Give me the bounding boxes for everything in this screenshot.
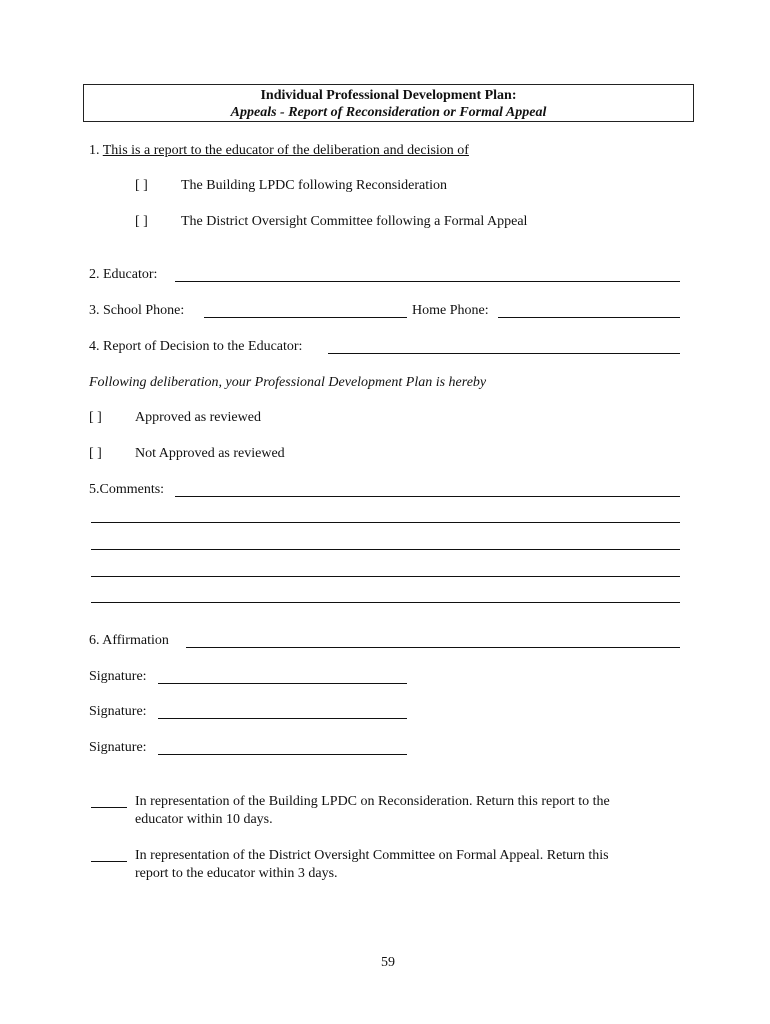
signature-label-3: Signature: <box>89 740 147 755</box>
representation-building-line1: In representation of the Building LPDC on Reconsideration. Return this report to the <box>135 794 610 809</box>
not-approved-label: Not Approved as reviewed <box>135 446 285 461</box>
signature-label-1: Signature: <box>89 669 147 684</box>
comments-field-line-2[interactable] <box>91 522 680 523</box>
signature-label-2: Signature: <box>89 704 147 719</box>
representation-district-line1: In representation of the District Oversight Committee on Formal Appeal. Return this <box>135 848 609 863</box>
item1-heading <box>89 143 469 159</box>
educator-field[interactable] <box>175 281 680 282</box>
comments-label: 5.Comments: <box>89 482 165 497</box>
affirmation-label: 6. Affirmation <box>89 633 169 648</box>
title-box <box>83 84 694 122</box>
item1-option-building-checkbox[interactable]: [ ] <box>135 178 148 193</box>
affirmation-field[interactable] <box>186 647 680 648</box>
report-decision-label: 4. Report of Decision to the Educator: <box>89 339 303 354</box>
item1-option-building-label: The Building LPDC following Reconsideration <box>181 178 447 193</box>
comments-field-line-1[interactable] <box>175 496 680 497</box>
item1-option-district-label: The District Oversight Committee following a Formal Appeal <box>181 214 528 229</box>
item1-option-district-checkbox[interactable]: [ ] <box>135 214 148 229</box>
representation-building-line2: educator within 10 days. <box>135 812 273 827</box>
home-phone-label: Home Phone: <box>412 303 489 318</box>
approved-label: Approved as reviewed <box>135 410 261 425</box>
item1-text: This is a report to the educator of the deliberation and decision of <box>102 143 469 158</box>
report-decision-field[interactable] <box>328 353 680 354</box>
item1-number: 1. <box>89 143 100 158</box>
comments-field-line-5[interactable] <box>91 602 680 603</box>
comments-field-line-3[interactable] <box>91 549 680 550</box>
not-approved-checkbox[interactable]: [ ] <box>89 446 102 461</box>
representation-district-line2: report to the educator within 3 days. <box>135 866 338 881</box>
representation-building-blank[interactable] <box>91 807 127 808</box>
school-phone-label: 3. School Phone: <box>89 303 185 318</box>
home-phone-field[interactable] <box>498 317 680 318</box>
representation-district-blank[interactable] <box>91 861 127 862</box>
signature-field-2[interactable] <box>158 718 407 719</box>
comments-field-line-4[interactable] <box>91 576 680 577</box>
signature-field-1[interactable] <box>158 683 407 684</box>
page-number: 59 <box>381 955 395 970</box>
educator-label: 2. Educator: <box>89 267 158 282</box>
deliberation-statement: Following deliberation, your Professional Development Plan is hereby <box>89 375 487 390</box>
school-phone-field[interactable] <box>204 317 407 318</box>
form-subtitle: Appeals - Report of Reconsideration or Formal Appeal <box>230 105 547 120</box>
signature-field-3[interactable] <box>158 754 407 755</box>
approved-checkbox[interactable]: [ ] <box>89 410 102 425</box>
form-title: Individual Professional Development Plan: <box>260 88 517 103</box>
